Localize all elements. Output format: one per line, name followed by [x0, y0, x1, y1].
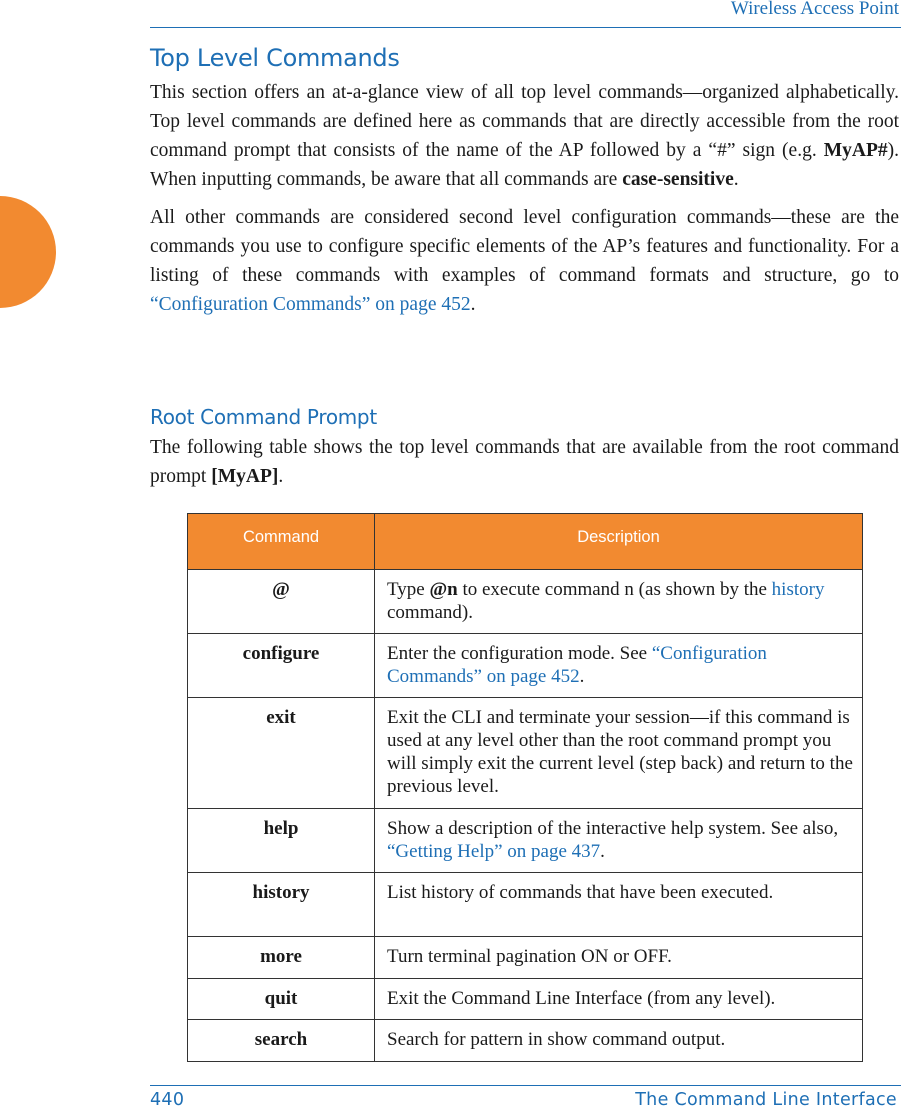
text: Show a description of the interactive help system. See also, [387, 818, 839, 839]
table-row [188, 937, 863, 979]
root-prompt-paragraph [150, 433, 899, 491]
command-cell: help [188, 809, 375, 873]
text: to execute command n (as shown by the [457, 579, 772, 600]
text: command). [387, 602, 474, 623]
subsection-heading: Root Command Prompt [150, 405, 377, 429]
command-cell: configure [188, 634, 375, 698]
text: . [470, 294, 476, 315]
description-cell [375, 634, 863, 698]
section-root-command-prompt [150, 405, 899, 491]
column-header-description: Description [375, 514, 863, 570]
configuration-commands-link[interactable]: “Configuration Commands” on page 452 [150, 294, 471, 315]
text: This section offers an at-a-glance view of all top level commands—organized alphabetically. Top level commands are defined here as commands that are directly accessible from the root command prompt that consists of the name of the AP followed by a “#” sign (e.g. [150, 82, 899, 161]
description-cell: Exit the Command Line Interface (from any level). [375, 979, 863, 1020]
column-header-command: Command [188, 514, 375, 570]
chapter-title: The Command Line Interface [635, 1090, 897, 1110]
text: . [278, 466, 284, 487]
description-cell: List history of commands that have been executed. [375, 873, 863, 937]
description-cell [375, 809, 863, 873]
description-cell [375, 570, 863, 634]
table-row [188, 873, 863, 937]
page-number: 440 [150, 1090, 185, 1110]
section-heading: Top Level Commands [150, 44, 400, 72]
commands-table [187, 513, 863, 1062]
text: ). When inputting commands, be aware that all commands are [150, 140, 899, 190]
command-emphasis: @n [429, 579, 458, 600]
table-row [188, 570, 863, 634]
history-link[interactable]: history [771, 579, 825, 600]
description-cell: Search for pattern in show command output. [375, 1020, 863, 1062]
configuration-commands-link[interactable]: “Configuration Commands” on page 452 [387, 643, 767, 687]
description-cell: Exit the CLI and terminate your session—if this command is used at any level other than the root command prompt you will simply exit the current level (step back) and return to the previous level. [375, 698, 863, 809]
intro-paragraph [150, 78, 899, 194]
command-cell: @ [188, 570, 375, 634]
table-row [188, 1020, 863, 1062]
table-row [188, 809, 863, 873]
command-cell: history [188, 873, 375, 937]
table-header-row [188, 514, 863, 570]
second-level-paragraph [150, 203, 899, 319]
footer-rule [150, 1085, 901, 1086]
header-rule [150, 27, 901, 28]
command-cell: search [188, 1020, 375, 1062]
text: Enter the configuration mode. See [387, 643, 652, 664]
text: Type [387, 579, 430, 600]
case-sensitive-emphasis: case-sensitive [622, 169, 734, 190]
root-prompt: [MyAP] [211, 466, 279, 487]
prompt-example: MyAP# [823, 140, 888, 161]
text: The following table shows the top level commands that are available from the root command prompt [150, 437, 899, 487]
text: . [579, 666, 585, 687]
command-cell: exit [188, 698, 375, 809]
section-top-level-commands [150, 44, 899, 319]
text: All other commands are considered second level configuration commands—these are the commands you use to configure specific elements of the AP’s features and functionality. For a listing of these commands with examples of command formats and structure, go to [150, 207, 899, 286]
command-cell: more [188, 937, 375, 979]
running-header-title: Wireless Access Point [730, 0, 899, 19]
table-row [188, 634, 863, 698]
text: . [733, 169, 739, 190]
description-cell: Turn terminal pagination ON or OFF. [375, 937, 863, 979]
getting-help-link[interactable]: “Getting Help” on page 437 [387, 841, 601, 862]
table-row [188, 698, 863, 809]
command-cell: quit [188, 979, 375, 1020]
table-row [188, 979, 863, 1020]
text: . [600, 841, 605, 862]
chapter-tab-marker [0, 196, 56, 308]
